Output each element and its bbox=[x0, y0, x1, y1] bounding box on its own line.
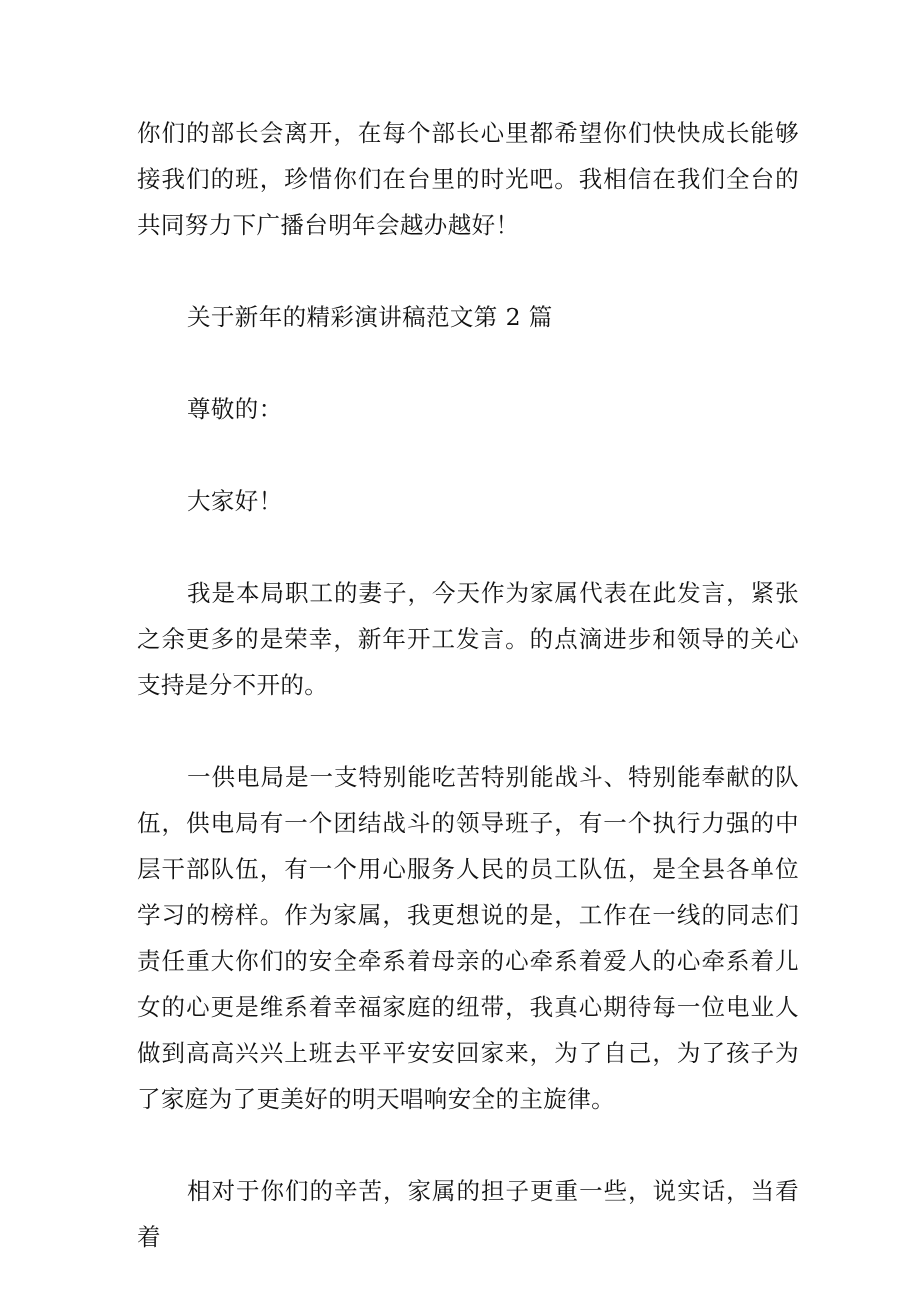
salutation-line: 尊敬的： bbox=[187, 395, 283, 423]
section-heading: 关于新年的精彩演讲稿范文第 2 篇 bbox=[187, 303, 553, 331]
greeting-line: 大家好！ bbox=[187, 487, 283, 515]
paragraph-body: 一供电局是一支特别能吃苦特别能战斗、特别能奉献的队伍，供电局有一个团结战斗的领导班子，有一个执行力强的中层干部队伍，有一个用心服务人民的员工队伍，是全县各单位学习的榜样。作为家属，我更想说的是，工作在一线的同志们责任重大你们的安全牵系着母亲的心牵系着爱人的心牵系着儿女的心更是维系着幸福家庭的纽带，我真心期待每一位电业人做到高高兴兴上班去平平安安回家来，为了自己，为了孩子为了家庭为了更美好的明天唱响安全的主旋律。 bbox=[137, 763, 799, 1113]
paragraph-intro: 我是本局职工的妻子，今天作为家属代表在此发言，紧张之余更多的是荣幸，新年开工发言。的点滴进步和领导的关心支持是分不开的。 bbox=[137, 579, 799, 699]
paragraph-continued: 你们的部长会离开，在每个部长心里都希望你们快快成长能够接我们的班，珍惜你们在台里的时光吧。我相信在我们全台的共同努力下广播台明年会越办越好！ bbox=[137, 119, 799, 239]
paragraph-last: 相对于你们的辛苦，家属的担子更重一些，说实话，当看着 bbox=[137, 1177, 799, 1251]
document-body bbox=[137, 110, 799, 1260]
